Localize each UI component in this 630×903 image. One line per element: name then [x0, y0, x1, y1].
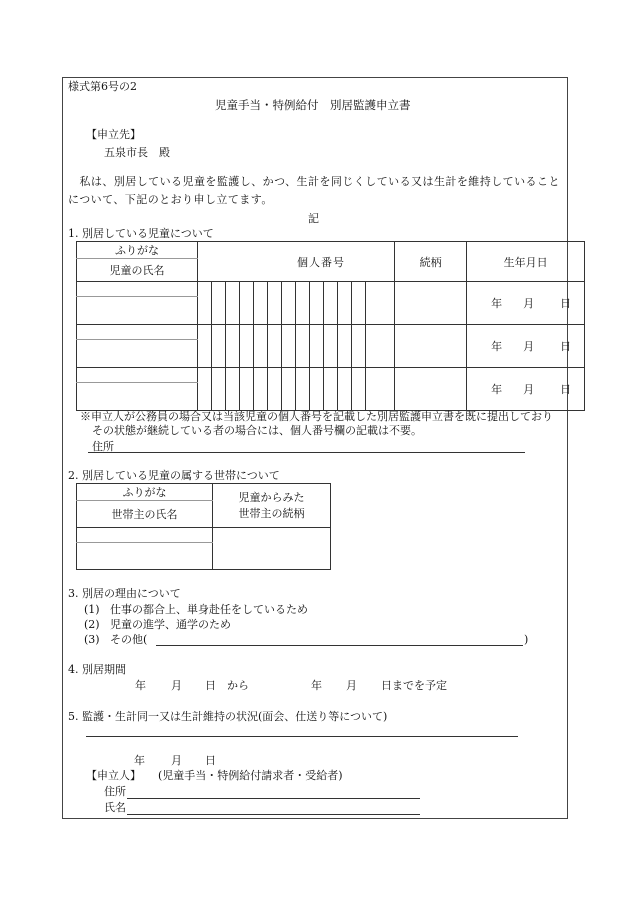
period-start-year: 年	[135, 679, 146, 692]
form-number: 様式第6号の2	[68, 80, 137, 93]
reason3-other-field[interactable]	[156, 645, 523, 646]
addressee-label: 【申立先】	[86, 128, 141, 141]
reason2-number: (2)	[84, 618, 100, 631]
reason3-close-paren: )	[524, 633, 529, 646]
intro-text: 私は、別居している児童を監護し、かつ、生計を同じくしている又は生計を維持していることについて、下記のとおり申し立てます。	[68, 175, 560, 206]
child3-day: 日	[560, 383, 572, 396]
child1-mynumber-digit[interactable]	[352, 282, 366, 325]
footer-day: 日	[205, 754, 216, 767]
child2-mynumber-digit[interactable]	[198, 325, 212, 368]
child1-spacer	[366, 282, 395, 325]
child3-mynumber-digit[interactable]	[282, 368, 296, 411]
section2-heading: 2. 別居している児童の属する世帯について	[68, 469, 280, 482]
child1-mynumber-digit[interactable]	[254, 282, 268, 325]
child2-mynumber-digit[interactable]	[268, 325, 282, 368]
header-my-number: 個人番号	[198, 242, 395, 282]
child-address-line[interactable]	[88, 452, 525, 453]
header-relation: 続柄	[395, 242, 467, 282]
child1-furigana-field[interactable]	[77, 282, 198, 297]
child3-mynumber-digit[interactable]	[324, 368, 338, 411]
header-furigana: ふりがな	[77, 242, 198, 259]
child2-name-field[interactable]	[77, 340, 198, 368]
household-name-field[interactable]	[77, 543, 213, 570]
child2-spacer	[366, 325, 395, 368]
child2-mynumber-digit[interactable]	[352, 325, 366, 368]
child2-mynumber-digit[interactable]	[338, 325, 352, 368]
child3-mynumber-digit[interactable]	[198, 368, 212, 411]
child2-month: 月	[523, 340, 535, 353]
reason2-text: 児童の進学、通学のため	[110, 618, 231, 631]
applicant-name-label: 氏名	[104, 801, 126, 814]
child3-furigana-field[interactable]	[77, 368, 198, 383]
child2-mynumber-digit[interactable]	[226, 325, 240, 368]
household-header-relation-l1: 児童からみた	[238, 490, 305, 504]
child1-mynumber-digit[interactable]	[282, 282, 296, 325]
household-furigana-field[interactable]	[77, 528, 213, 543]
child3-spacer	[366, 368, 395, 411]
form-title: 児童手当・特例給付 別居監護申立書	[215, 98, 411, 112]
child3-mynumber-digit[interactable]	[240, 368, 254, 411]
child2-relation-field[interactable]	[395, 325, 467, 368]
header-birthdate: 生年月日	[467, 242, 585, 282]
period-end-year: 年	[311, 679, 322, 692]
child2-day: 日	[560, 340, 572, 353]
child3-mynumber-digit[interactable]	[268, 368, 282, 411]
child2-mynumber-digit[interactable]	[282, 325, 296, 368]
reason1-number: (1)	[84, 603, 100, 616]
applicant-address-field[interactable]	[127, 798, 420, 799]
child1-mynumber-digit[interactable]	[212, 282, 226, 325]
applicant-address-label: 住所	[104, 785, 126, 798]
period-end-day: 日までを予定	[381, 679, 447, 692]
footer-year: 年	[134, 754, 145, 767]
child1-mynumber-digit[interactable]	[310, 282, 324, 325]
child1-name-field[interactable]	[77, 297, 198, 325]
ki-label: 記	[308, 212, 319, 225]
period-start-day: 日 から	[205, 679, 249, 692]
child3-mynumber-digit[interactable]	[226, 368, 240, 411]
household-header-relation-l2: 世帯主の続柄	[238, 506, 305, 520]
child2-mynumber-digit[interactable]	[324, 325, 338, 368]
child1-mynumber-digit[interactable]	[296, 282, 310, 325]
child3-mynumber-digit[interactable]	[254, 368, 268, 411]
child2-mynumber-digit[interactable]	[240, 325, 254, 368]
applicant-description: (児童手当・特例給付請求者・受給者)	[158, 769, 343, 782]
addressee: 五泉市長 殿	[104, 146, 170, 159]
period-start-month: 月	[171, 679, 182, 692]
child3-year: 年	[491, 383, 503, 396]
footer-month: 月	[171, 754, 182, 767]
child3-birthdate-field[interactable]	[467, 368, 585, 411]
child3-mynumber-digit[interactable]	[310, 368, 324, 411]
reason3-number: (3)	[84, 633, 100, 646]
header-child-name: 児童の氏名	[77, 259, 198, 282]
child1-mynumber-digit[interactable]	[338, 282, 352, 325]
child2-furigana-field[interactable]	[77, 325, 198, 340]
child3-name-field[interactable]	[77, 383, 198, 411]
section3-heading: 3. 別居の理由について	[68, 587, 181, 600]
child2-mynumber-digit[interactable]	[212, 325, 226, 368]
child1-mynumber-digit[interactable]	[226, 282, 240, 325]
child1-mynumber-digit[interactable]	[198, 282, 212, 325]
child1-month: 月	[523, 297, 535, 310]
child2-year: 年	[491, 340, 503, 353]
child2-mynumber-digit[interactable]	[310, 325, 324, 368]
child2-birthdate-field[interactable]	[467, 325, 585, 368]
child3-relation-field[interactable]	[395, 368, 467, 411]
applicant-label: 【申立人】	[86, 769, 141, 782]
child3-month: 月	[523, 383, 535, 396]
household-table	[76, 483, 331, 570]
child2-mynumber-digit[interactable]	[296, 325, 310, 368]
section4-heading: 4. 別居期間	[68, 663, 126, 676]
child3-mynumber-digit[interactable]	[338, 368, 352, 411]
section5-heading: 5. 監護・生計同一又は生計維持の状況(面会、仕送り等について)	[68, 710, 388, 723]
child1-birthdate-field[interactable]	[467, 282, 585, 325]
household-header-relation	[213, 484, 331, 528]
child1-year: 年	[491, 297, 503, 310]
child3-mynumber-digit[interactable]	[212, 368, 226, 411]
child1-mynumber-digit[interactable]	[268, 282, 282, 325]
child1-relation-field[interactable]	[395, 282, 467, 325]
period-end-month: 月	[346, 679, 357, 692]
household-relation-field[interactable]	[213, 528, 331, 570]
child-address-label: 住所	[92, 440, 114, 453]
child1-day: 日	[560, 297, 572, 310]
child3-mynumber-digit[interactable]	[296, 368, 310, 411]
reason1-text: 仕事の都合上、単身赴任をしているため	[110, 603, 308, 616]
children-table	[76, 241, 585, 411]
section1-heading: 1. 別居している児童について	[68, 227, 214, 240]
household-header-name: 世帯主の氏名	[77, 501, 213, 528]
child1-mynumber-digit[interactable]	[324, 282, 338, 325]
situation-field[interactable]	[86, 736, 518, 737]
mynumber-note: ※申立人が公務員の場合又は当該児童の個人番号を記載した別居監護申立書を既に提出しておりその状態が継続している者の場合には、個人番号欄の記載は不要。	[80, 410, 553, 437]
child3-mynumber-digit[interactable]	[352, 368, 366, 411]
reason3-text: その他(	[110, 633, 148, 646]
child1-mynumber-digit[interactable]	[240, 282, 254, 325]
child2-mynumber-digit[interactable]	[254, 325, 268, 368]
household-header-furigana: ふりがな	[77, 484, 213, 501]
applicant-name-field[interactable]	[127, 814, 420, 815]
